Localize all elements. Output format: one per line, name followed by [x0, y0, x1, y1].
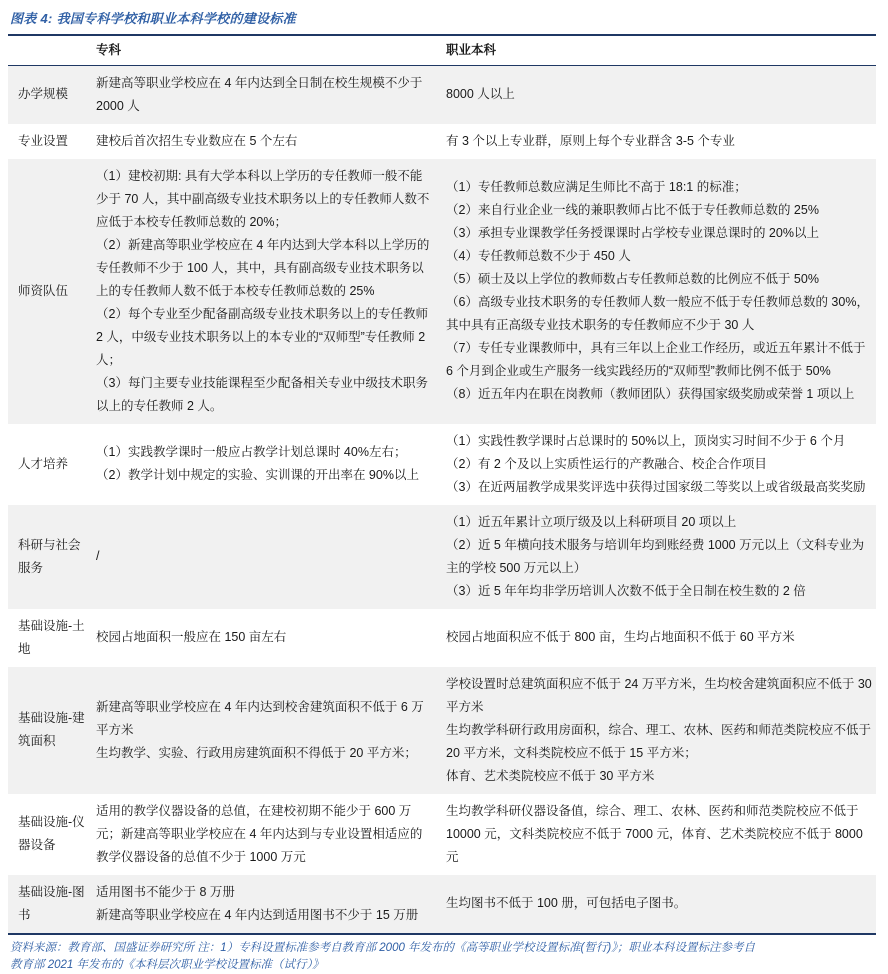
row-label: 基础设施-仪器设备 [18, 815, 85, 852]
cell-paragraph: （5）硕士及以上学位的教师数占专任教师总数的比例应不低于 50% [446, 272, 819, 286]
cell-paragraph: （2）教学计划中规定的实验、实训课的开出率在 90%以上 [96, 468, 419, 482]
cell-paragraph: （2）有 2 个及以上实质性运行的产教融合、校企合作项目 [446, 456, 767, 471]
cell-zhuanke [96, 505, 446, 609]
cell-paragraph: 校园占地面积应不低于 800 亩，生均占地面积不低于 60 平方米 [446, 630, 795, 644]
row-label: 专业设置 [18, 133, 69, 148]
table-row [8, 609, 876, 667]
cell-paragraph: （1）建校初期: 具有大学本科以上学历的专任教师一般不能少于 70 人，其中副高级专业技术职务以上的专任教师人数不应低于本校专任教师总数的 20%； [96, 168, 430, 229]
cell-paragraph: 学校设置时总建筑面积应不低于 24 万平方米，生均校舍建筑面积应不低于 30 平方米 [446, 676, 872, 714]
table-row [8, 794, 876, 875]
cell-paragraph: （1）实践教学课时一般应占教学计划总课时 40%左右； [96, 445, 407, 459]
cell-paragraph: 8000 人以上 [446, 87, 515, 101]
cell-paragraph: 生均图书不低于 100 册，可包括电子图书。 [446, 896, 687, 910]
standards-table [8, 36, 876, 933]
cell-benke [446, 875, 876, 933]
cell-benke [446, 65, 876, 124]
table-row [8, 424, 876, 505]
cell-zhuanke [96, 609, 446, 667]
cell-benke [446, 667, 876, 794]
header-row [8, 36, 876, 65]
cell-paragraph: （1）专任教师总数应满足生师比不高于 18:1 的标准； [446, 180, 747, 194]
cell-paragraph: 新建高等职业学校应在 4 年内达到适用图书不少于 15 万册 [96, 907, 419, 922]
row-label: 基础设施-土地 [18, 618, 85, 656]
cell-benke [446, 424, 876, 505]
cell-zhuanke [96, 875, 446, 933]
corner-cell [8, 36, 96, 65]
cell-paragraph: 生均教学科研行政用房面积，综合、理工、农林、医药和师范类院校应不低于 20 平方米，文科类院校应不低于 15 平方米； [446, 722, 872, 760]
row-label: 科研与社会服务 [18, 537, 81, 575]
table-row [8, 875, 876, 933]
figure-title: 图表 4: 我国专科学校和职业本科学校的建设标准 [10, 11, 296, 26]
cell-paragraph: （1）近五年累计立项厅级及以上科研项目 20 项以上 [446, 514, 737, 529]
table-body [8, 65, 876, 933]
row-label: 办学规模 [18, 87, 69, 101]
table-row [8, 159, 876, 424]
table-row [8, 667, 876, 794]
col-header-benke: 职业本科 [446, 36, 876, 65]
cell-zhuanke [96, 124, 446, 159]
cell-zhuanke [96, 794, 446, 875]
cell-paragraph: （4）专任教师总数不少于 450 人 [446, 249, 631, 263]
cell-zhuanke [96, 159, 446, 424]
cell-paragraph: （2）来自行业企业一线的兼职教师占比不低于专任教师总数的 25% [446, 203, 819, 217]
footnote-line: 教育部 2021 年发布的《本科层次职业学校设置标准（试行）》 [10, 958, 324, 971]
row-label: 人才培养 [18, 456, 69, 471]
cell-paragraph: （2）近 5 年横向技术服务与培训年均到账经费 1000 万元以上（文科专业为主的学校 500 万元以上） [446, 537, 865, 575]
row-label: 基础设施-建筑面积 [18, 711, 85, 748]
table-row [8, 505, 876, 609]
cell-zhuanke [96, 424, 446, 505]
row-label: 师资队伍 [18, 283, 69, 298]
cell-paragraph: 建校后首次招生专业数应在 5 个左右 [96, 133, 298, 148]
cell-benke [446, 609, 876, 667]
table-row [8, 124, 876, 159]
cell-paragraph: （1）实践性教学课时占总课时的 50%以上，顶岗实习时间不少于 6 个月 [446, 433, 846, 448]
footnote-line: 资料来源：教育部、国盛证券研究所 注：1）专科设置标准参考自教育部 2000 年发布的《高等职业学校设置标准(暂行)》；职业本科设置标注参考自 [10, 941, 755, 954]
cell-paragraph: （3）近 5 年年均非学历培训人次数不低于全日制在校生数的 2 倍 [446, 583, 806, 598]
cell-zhuanke [96, 667, 446, 794]
cell-paragraph: 适用的教学仪器设备的总值，在建校初期不能少于 600 万元；新建高等职业学校应在 4 年内达到与专业设置相适应的教学仪器设备的总值不少于 1000 万元 [96, 803, 423, 864]
cell-paragraph: （8）近五年内在职在岗教师（教师团队）获得国家级奖励或荣誉 1 项以上 [446, 387, 855, 401]
cell-paragraph: （3）在近两届教学成果奖评选中获得过国家级二等奖以上或省级最高奖奖励 [446, 479, 866, 494]
cell-paragraph: 有 3 个以上专业群，原则上每个专业群含 3-5 个专业 [446, 133, 735, 148]
row-label: 基础设施-图书 [18, 884, 85, 922]
cell-benke [446, 794, 876, 875]
cell-paragraph: 新建高等职业学校应在 4 年内达到校舍建筑面积不低于 6 万平方米 [96, 699, 424, 737]
cell-paragraph: （6）高级专业技术职务的专任教师人数一般应不低于专任教师总数的 30%，其中具有正高级专业技术职务的专任教师应不少于 30 人 [446, 295, 869, 332]
cell-paragraph: 校园占地面积一般应在 150 亩左右 [96, 630, 287, 644]
cell-paragraph: （2）新建高等职业学校应在 4 年内达到大学本科以上学历的专任教师不少于 100 人，其中，具有副高级专业技术职务以上的专任教师人数不低于本校专任教师总数的 25% [96, 237, 430, 298]
table-row [8, 65, 876, 124]
cell-paragraph: 体育、艺术类院校应不低于 30 平方米 [446, 768, 655, 783]
cell-paragraph: （3）每门主要专业技能课程至少配备相关专业中级技术职务以上的专任教师 2 人。 [96, 375, 428, 413]
standards-table-wrap [8, 34, 876, 935]
cell-paragraph: 生均教学、实验、行政用房建筑面积不得低于 20 平方米； [96, 745, 417, 760]
cell-paragraph: / [96, 549, 100, 563]
cell-benke [446, 159, 876, 424]
cell-paragraph: 新建高等职业学校应在 4 年内达到全日制在校生规模不少于 2000 人 [96, 75, 423, 113]
cell-paragraph: 生均教学科研仪器设备值，综合、理工、农林、医药和师范类院校应不低于 10000 元，文科类院校应不低于 7000 元，体育、艺术类院校应不低于 8000 元 [446, 803, 863, 864]
source-note [8, 940, 876, 974]
cell-paragraph: （3）承担专业课教学任务授课课时占学校专业课总课时的 20%以上 [446, 226, 819, 240]
col-header-zhuanke: 专科 [96, 36, 446, 65]
cell-benke [446, 124, 876, 159]
cell-zhuanke [96, 65, 446, 124]
cell-benke [446, 505, 876, 609]
cell-paragraph: （2）每个专业至少配备副高级专业技术职务以上的专任教师 2 人，中级专业技术职务以上的本专业的“双师型”专任教师 2 人； [96, 306, 428, 367]
cell-paragraph: （7）专任专业课教师中，具有三年以上企业工作经历，或近五年累计不低于 6 个月到企业或生产服务一线实践经历的“双师型”教师比例不低于 50% [446, 341, 866, 378]
cell-paragraph: 适用图书不能少于 8 万册 [96, 884, 235, 899]
